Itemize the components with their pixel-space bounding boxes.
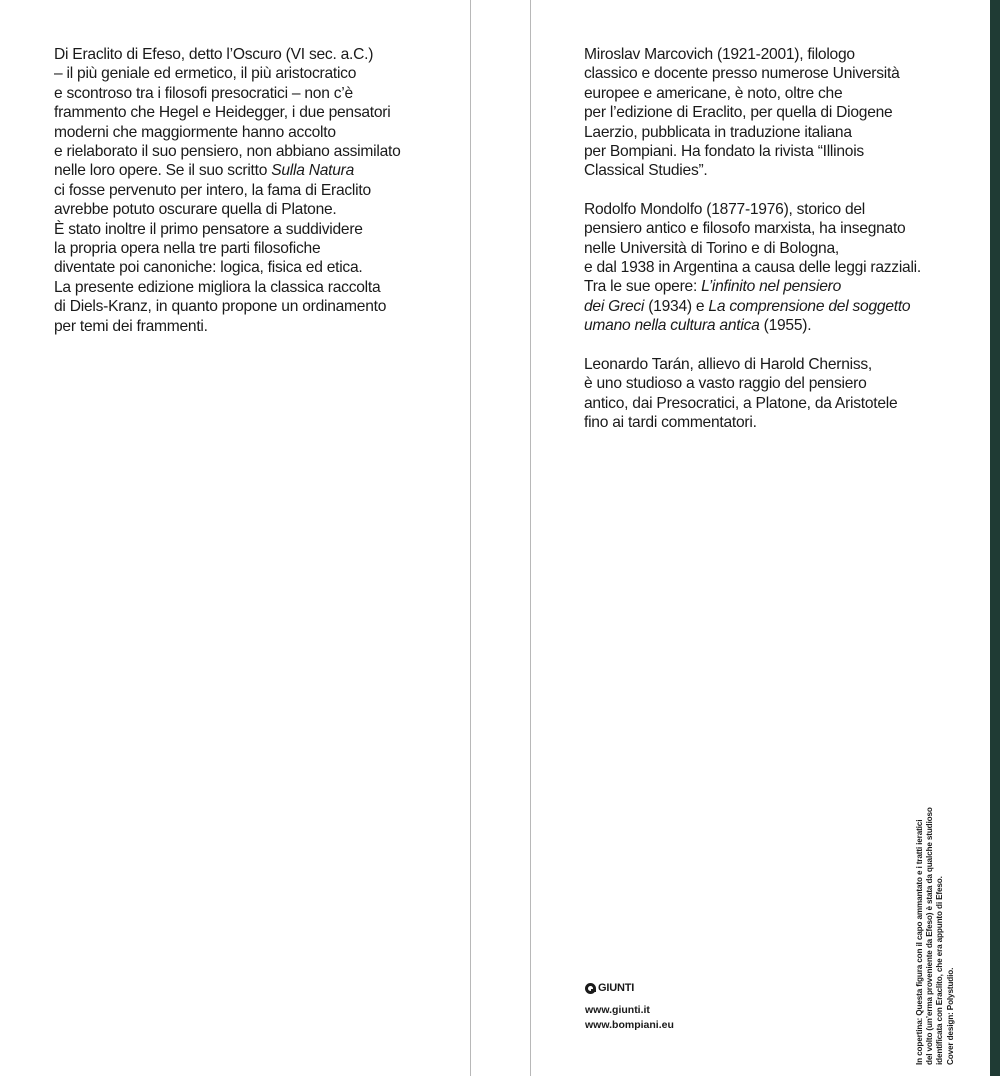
text-fragment: (1955). bbox=[759, 317, 812, 335]
text-line: Di Eraclito di Efeso, detto l’Oscuro (VI sec. a.C.) bbox=[54, 46, 374, 63]
credit-line: identificata con Eraclito, che era appunto di Efeso. bbox=[935, 876, 945, 1065]
publisher-urls bbox=[585, 1003, 674, 1033]
text-line: e dal 1938 in Argentina a causa delle leggi razziali. bbox=[584, 259, 921, 277]
text-line: diventate poi canoniche: logica, fisica ed etica. bbox=[54, 259, 363, 277]
text-line: Miroslav Marcovich (1921-2001), filologo bbox=[584, 46, 855, 63]
text-line: moderni che maggiormente hanno accolto bbox=[54, 123, 336, 141]
text-line: per Bompiani. Ha fondato la rivista “Illinois bbox=[584, 143, 864, 161]
text-line bbox=[584, 277, 984, 296]
text-line bbox=[54, 161, 474, 180]
credit-line: del volto (un’erma proveniente da Efeso) è stata da qualche studioso bbox=[925, 807, 935, 1065]
text-line: avrebbe potuto oscurare quella di Platone. bbox=[54, 201, 337, 219]
bio-taran bbox=[584, 355, 984, 433]
credit-line: In copertina: Questa figura con il capo ammantato e i tratti ieratici bbox=[915, 819, 924, 1065]
text-line: per temi dei frammenti. bbox=[54, 317, 208, 335]
text-line: è uno studioso a vasto raggio del pensiero bbox=[584, 375, 867, 393]
bio-mondolfo bbox=[584, 200, 984, 336]
text-line bbox=[584, 316, 984, 335]
text-line: pensiero antico e filosofo marxista, ha insegnato bbox=[584, 220, 906, 238]
text-line: La presente edizione migliora la classica raccolta bbox=[54, 278, 381, 296]
text-line: e rielaborato il suo pensiero, non abbiano assimilato bbox=[54, 143, 401, 161]
text-line: ci fosse pervenuto per intero, la fama di Eraclito bbox=[54, 181, 371, 199]
text-line: Rodolfo Mondolfo (1877-1976), storico del bbox=[584, 200, 866, 218]
text-line: fino ai tardi commentatori. bbox=[584, 413, 757, 431]
cover-credits-vertical bbox=[915, 755, 956, 1065]
text-fragment: nelle loro opere. Se il suo scritto bbox=[54, 162, 272, 180]
cover-edge-strip bbox=[990, 0, 1000, 1076]
publisher-url: www.bompiani.eu bbox=[585, 1019, 674, 1031]
text-line: per l’edizione di Eraclito, per quella di Diogene bbox=[584, 104, 893, 122]
credit-line: Cover design: Polystudio. bbox=[945, 967, 955, 1065]
book-title-italic: Sulla Natura bbox=[271, 162, 355, 180]
text-line: la propria opera nella tre parti filosofiche bbox=[54, 240, 321, 258]
left-flap-description bbox=[54, 45, 474, 336]
book-title-italic: dei Greci bbox=[584, 297, 645, 315]
text-line: antico, dai Presocratici, a Platone, da Aristotele bbox=[584, 394, 898, 412]
flap-fold-line-right bbox=[530, 0, 531, 1076]
publisher-url: www.giunti.it bbox=[585, 1004, 650, 1016]
text-line: È stato inoltre il primo pensatore a suddividere bbox=[54, 220, 363, 238]
text-line: – il più geniale ed ermetico, il più aristocratico bbox=[54, 65, 357, 83]
text-line: europee e americane, è noto, oltre che bbox=[584, 84, 843, 102]
text-fragment: Tra le sue opere: bbox=[584, 278, 702, 296]
giunti-logo bbox=[585, 982, 634, 994]
text-line: Classical Studies”. bbox=[584, 162, 708, 180]
text-line bbox=[584, 297, 984, 316]
text-line: frammento che Hegel e Heidegger, i due pensatori bbox=[54, 104, 391, 122]
book-title-italic: L’infinito nel pensiero bbox=[701, 278, 842, 296]
book-title-italic: La comprensione del soggetto bbox=[708, 297, 911, 315]
text-line: classico e docente presso numerose Università bbox=[584, 65, 900, 83]
giunti-logo-text: GIUNTI bbox=[598, 982, 635, 994]
text-line: Leonardo Tarán, allievo di Harold Cherniss, bbox=[584, 355, 873, 373]
paragraph-gap bbox=[584, 336, 984, 355]
bio-marcovich bbox=[584, 45, 984, 181]
text-line: e scontroso tra i filosofi presocratici – non c’è bbox=[54, 84, 353, 102]
text-line: di Diels-Kranz, in quanto propone un ordinamento bbox=[54, 298, 387, 316]
paragraph-gap bbox=[584, 181, 984, 200]
book-title-italic: umano nella cultura antica bbox=[584, 317, 760, 335]
text-line: nelle Università di Torino e di Bologna, bbox=[584, 239, 839, 257]
text-fragment: (1934) e bbox=[644, 297, 709, 315]
text-line: Laerzio, pubblicata in traduzione italiana bbox=[584, 123, 852, 141]
right-flap-author-bios bbox=[584, 45, 984, 432]
giunti-logo-mark-icon bbox=[585, 983, 596, 994]
